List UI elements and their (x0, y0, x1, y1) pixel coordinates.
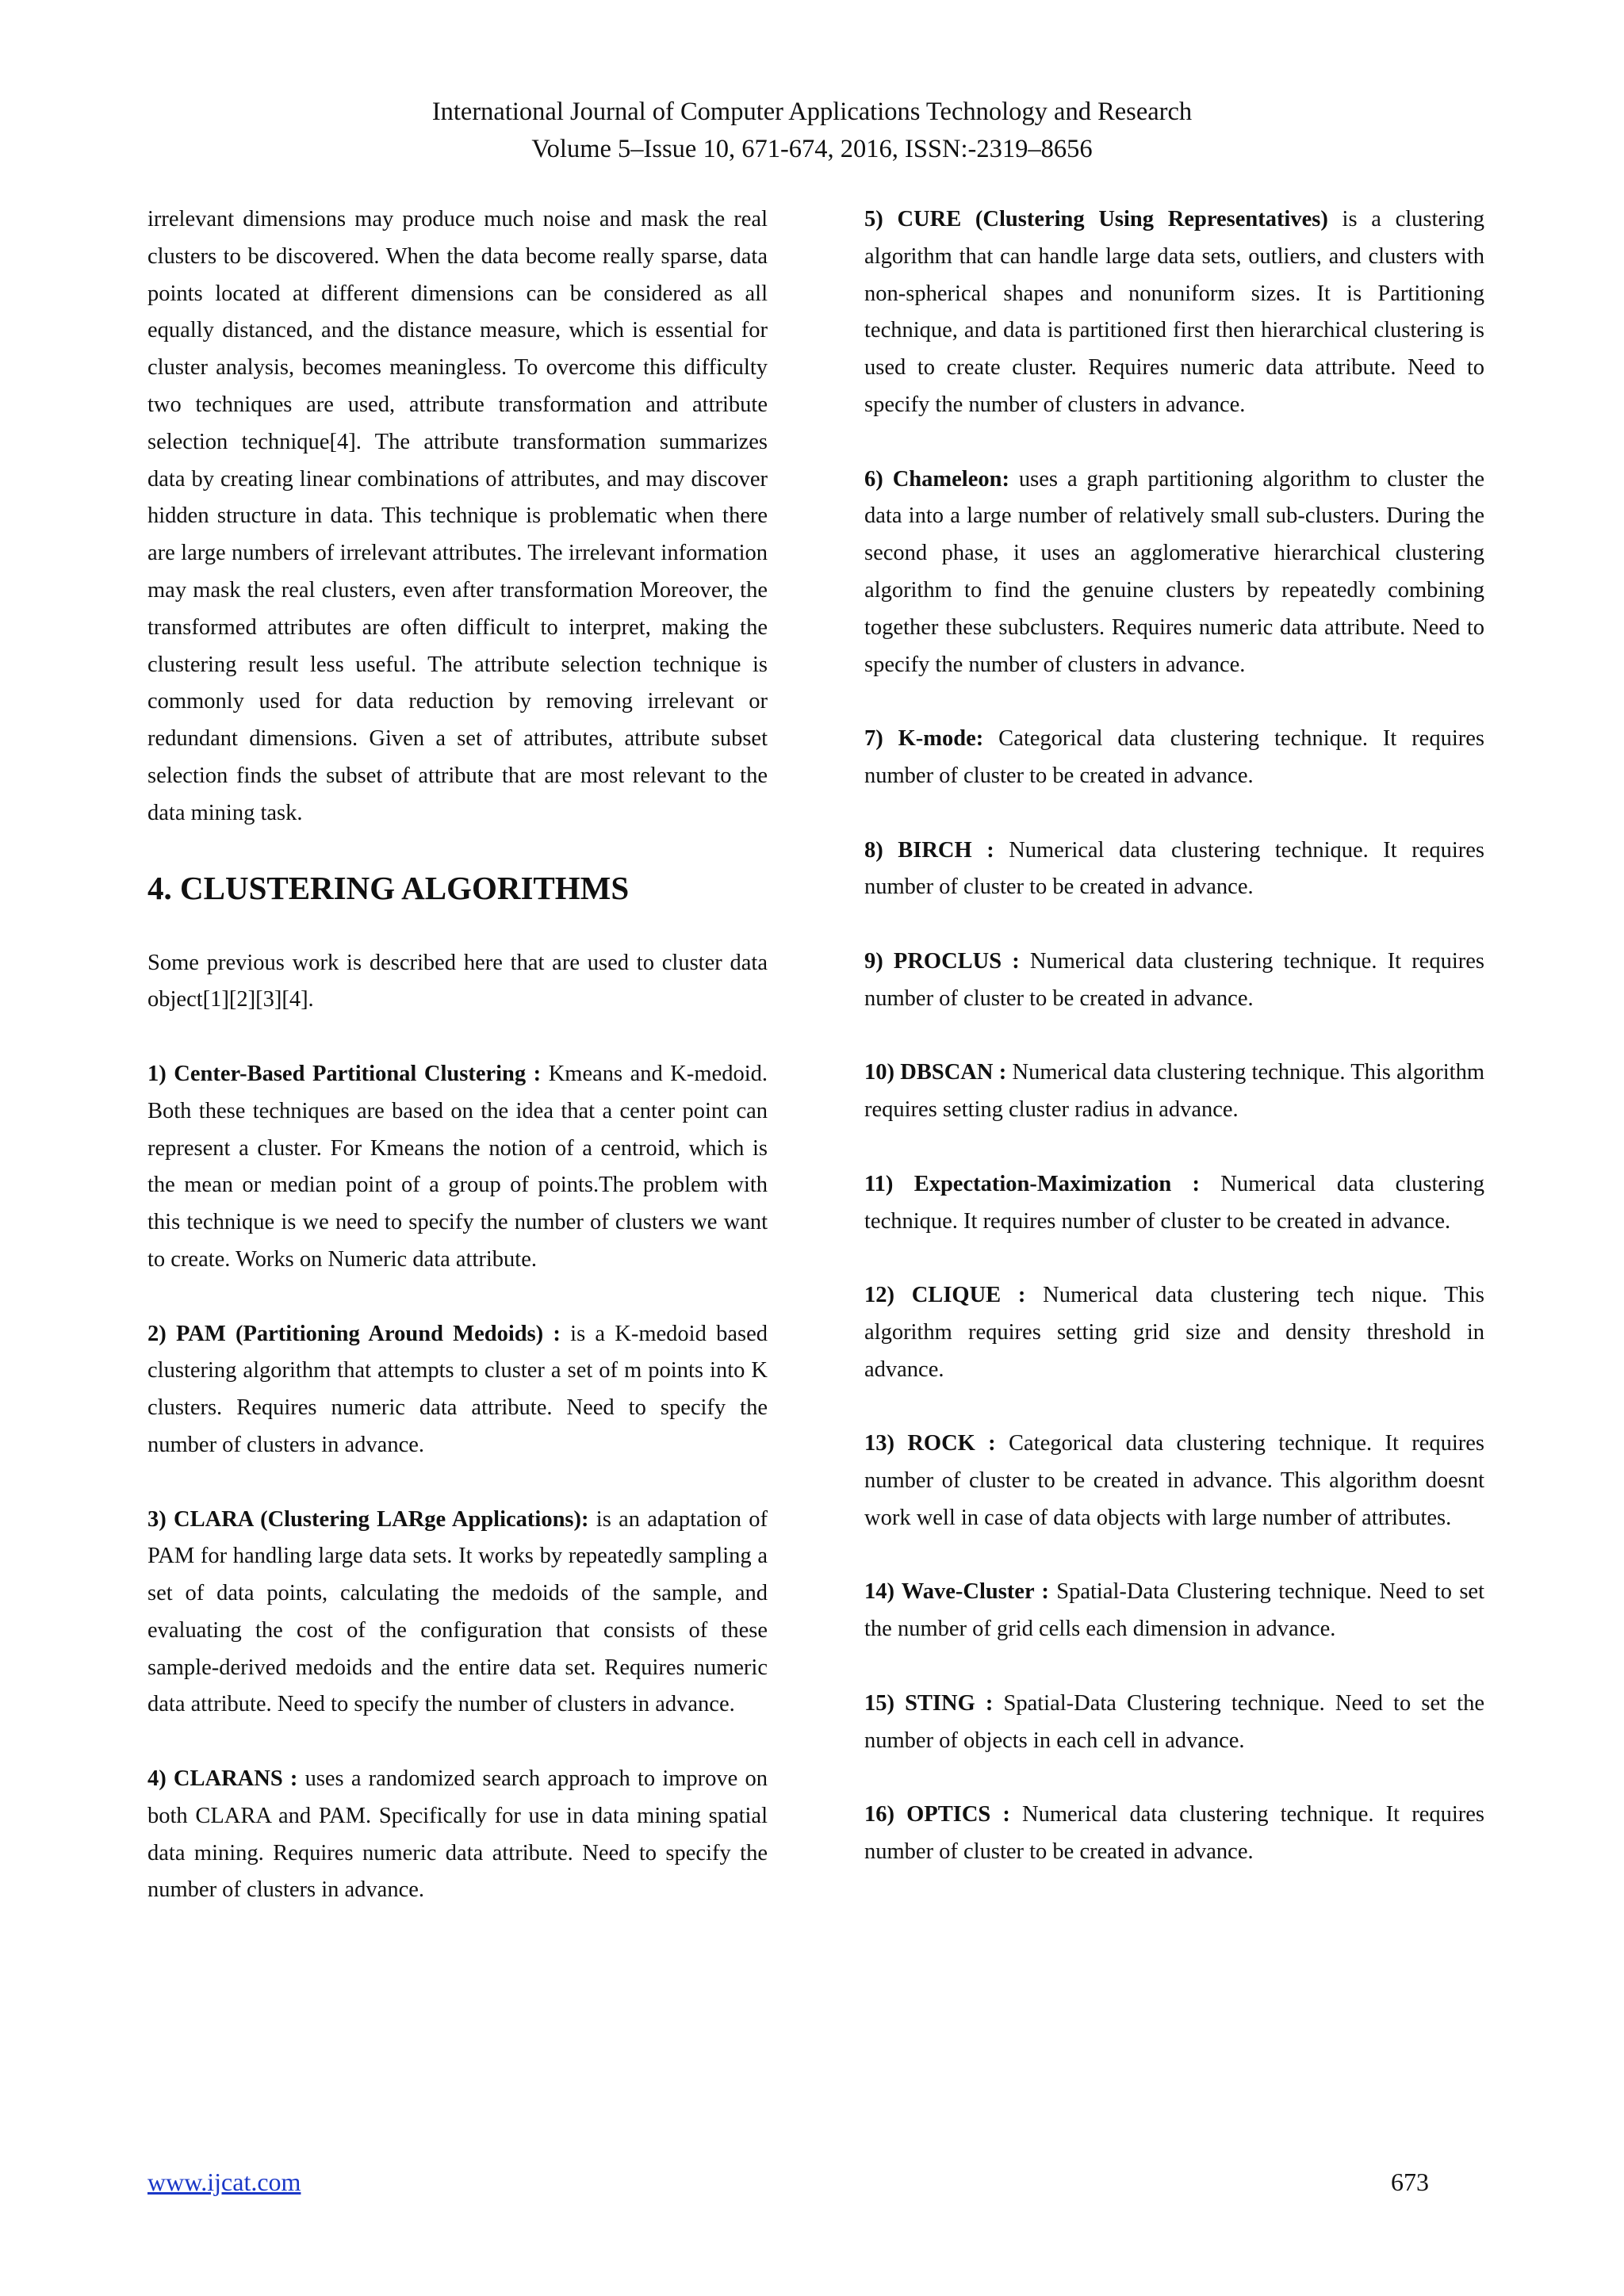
algorithm-desc: Spatial-Data Clustering technique. Need to set the number of grid cells each dimension in advance. (864, 1579, 1484, 1642)
algorithm-term: 7) K-mode: (864, 726, 984, 752)
algorithm-item (864, 1277, 1484, 1388)
algorithm-desc: is an adaptation of PAM for handling large data sets. It works by repeatedly sampling a set of data points, calculating the medoids of the sample, and evaluating the cost of the configuration that consists of these sample-derived medoids and the entire data set. Requires numeric data attribute. Need to specify the number of clusters in advance. (147, 1506, 768, 1717)
algorithm-item (864, 1166, 1484, 1241)
algorithm-item (864, 461, 1484, 684)
algorithm-item (147, 1761, 768, 1909)
algorithm-item (864, 943, 1484, 1018)
algorithm-item (864, 1574, 1484, 1648)
algorithm-term: 14) Wave-Cluster : (864, 1579, 1049, 1605)
algorithm-term: 8) BIRCH : (864, 837, 994, 863)
algorithm-term: 16) OPTICS : (864, 1802, 1010, 1827)
algorithm-desc: Categorical data clustering technique. It requires number of cluster to be created in advance. (864, 726, 1484, 788)
algorithm-term: 10) DBSCAN : (864, 1060, 1007, 1085)
algorithm-term: 6) Chameleon: (864, 466, 1009, 492)
algorithm-term: 9) PROCLUS : (864, 948, 1020, 974)
algorithm-desc: Numerical data clustering technique. It requires number of cluster to be created in advance. (864, 1802, 1484, 1865)
algorithm-item (864, 1425, 1484, 1536)
algorithm-desc: Categorical data clustering technique. It requires number of cluster to be created in advance. This algorithm doesnt work well in case of data objects with large number of attributes. (864, 1431, 1484, 1530)
algorithm-term: 15) STING : (864, 1690, 994, 1716)
intro-paragraph: irrelevant dimensions may produce much noise and mask the real clusters to be discovered. When the data become really sparse, data points located at different dimensions can be considered as all equally distanced, and the distance measure, which is essential for cluster analysis, becomes meaningless. To overcome this difficulty two techniques are used, attribute transformation and attribute selection technique[4]. The attribute transformation summarizes data by creating linear combinations of attributes, and may discover hidden structure in data. This technique is problematic when there are large numbers of irrelevant attributes. The irrelevant information may mask the real clusters, even after transformation Moreover, the transformed attributes are often difficult to interpret, making the clustering result less useful. The attribute selection technique is commonly used for data reduction by removing irrelevant or redundant dimensions. Given a set of attributes, attribute subset selection finds the subset of attribute that are most relevant to the data mining task. (147, 207, 768, 825)
algorithm-item (864, 1686, 1484, 1760)
website-link[interactable]: www.ijcat.com (147, 2168, 301, 2196)
algorithm-desc: Numerical data clustering tech nique. This algorithm requires setting grid size and density threshold in advance. (864, 1283, 1484, 1382)
algorithm-item (147, 1056, 768, 1279)
algorithm-term: 3) CLARA (Clustering LARge Applications): (147, 1506, 589, 1532)
algorithm-desc: Numerical data clustering technique. It requires number of cluster to be created in advance. (864, 837, 1484, 900)
algorithm-item (864, 832, 1484, 907)
volume-info: Volume 5–Issue 10, 671-674, 2016, ISSN:-2319–8656 (531, 135, 1093, 163)
algorithm-desc: Numerical data clustering technique. It requires number of cluster to be created in advance. (864, 1171, 1484, 1234)
algorithm-desc: Spatial-Data Clustering technique. Need to set the number of objects in each cell in advance. (864, 1690, 1484, 1753)
algorithm-desc: Numerical data clustering technique. This algorithm requires setting cluster radius in advance. (864, 1060, 1484, 1123)
algorithm-term: 1) Center-Based Partitional Clustering : (147, 1061, 542, 1086)
algorithm-term: 11) Expectation-Maximization : (864, 1171, 1201, 1196)
algorithm-item (864, 1797, 1484, 1871)
algorithm-term: 5) CURE (Clustering Using Representatives) (864, 207, 1328, 232)
left-column (147, 201, 768, 1909)
algorithm-desc: Kmeans and K-medoid. Both these techniques are based on the idea that a center point can represent a cluster. For Kmeans the notion of a centroid, which is the mean or median point of a group of points.The problem with this technique is we need to specify the number of clusters we want to create. Works on Numeric data attribute. (147, 1061, 768, 1272)
algorithm-item (147, 1316, 768, 1464)
journal-title: International Journal of Computer Applications Technology and Research (431, 98, 1193, 126)
running-header (0, 94, 1624, 168)
section-heading: 4. CLUSTERING ALGORITHMS (147, 869, 630, 906)
algorithm-desc: Numerical data clustering technique. It requires number of cluster to be created in advance. (864, 948, 1484, 1011)
algorithm-term: 2) PAM (Partitioning Around Medoids) : (147, 1321, 561, 1346)
page-number: 673 (1391, 2168, 1429, 2196)
algorithm-desc: is a clustering algorithm that can handle large data sets, outliers, and clusters with non-spherical shapes and nonuniform sizes. It is Partitioning technique, and data is partitioned first then hierarchical clustering is used to create cluster. Requires numeric data attribute. Need to specify the number of clusters in advance. (864, 207, 1484, 417)
algorithm-item (147, 1502, 768, 1724)
algorithm-desc: uses a graph partitioning algorithm to cluster the data into a large number of relatively small sub-clusters. During the second phase, it uses an agglomerative hierarchical clustering algorithm to find the genuine clusters by repeatedly combining together these subclusters. Requires numeric data attribute. Need to specify the number of clusters in advance. (864, 466, 1484, 677)
algorithm-term: 12) CLIQUE : (864, 1283, 1026, 1308)
right-column (864, 201, 1484, 1871)
section-intro: Some previous work is described here that are used to cluster data object[1][2][3][4]. (147, 950, 768, 1012)
algorithm-desc: is a K-medoid based clustering algorithm that attempts to cluster a set of m points into K clusters. Requires numeric data attribute. Need to specify the number of clusters in advance. (147, 1321, 768, 1457)
algorithm-term: 13) ROCK : (864, 1431, 996, 1456)
algorithm-item (864, 721, 1484, 795)
algorithm-item (864, 201, 1484, 424)
algorithm-term: 4) CLARANS : (147, 1766, 298, 1792)
algorithm-desc: uses a randomized search approach to improve on both CLARA and PAM. Specifically for use in data mining spatial data mining. Requires numeric data attribute. Need to specify the number of clusters in advance. (147, 1766, 768, 1903)
algorithm-item (864, 1054, 1484, 1129)
